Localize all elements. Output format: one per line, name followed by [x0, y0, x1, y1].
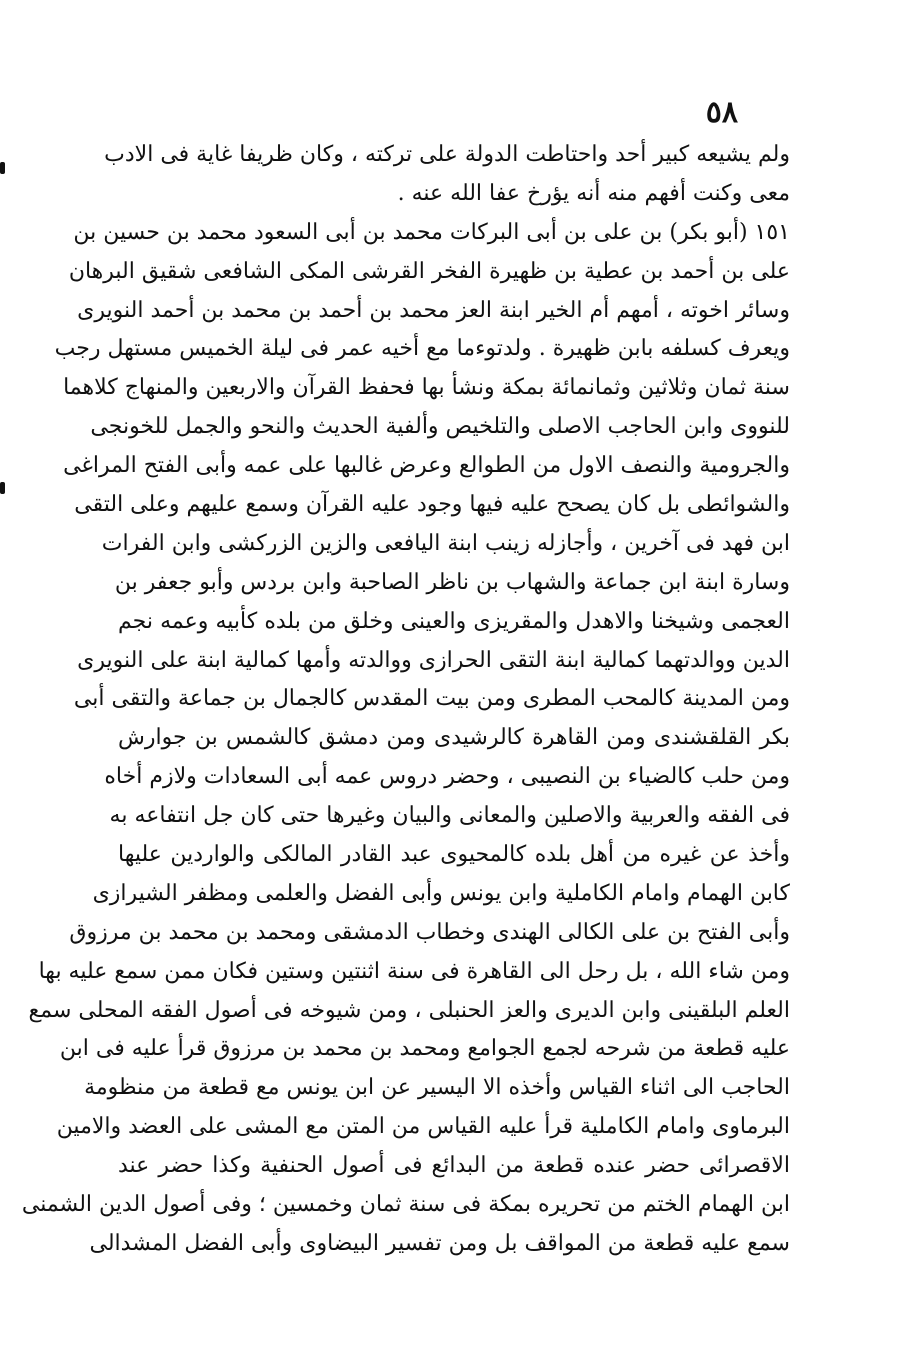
text-line: ابن الهمام الختم من تحريره بمكة فى سنة ثمان وخمسين ؛ وفى أصول الدين الشمنى [21, 1192, 790, 1218]
page-number: ٥٨ [705, 95, 738, 130]
text-line: سمع عليه قطعة من المواقف بل ومن تفسير البيضاوى وأبى الفضل المشدالى [89, 1230, 790, 1256]
text-line: وسارة ابنة ابن جماعة والشهاب بن ناظر الصاحبة وابن بردس وأبو جعفر بن [114, 569, 790, 595]
body-text [21, 136, 790, 1264]
text-line: ابن فهد فى آخرين ، وأجازله زينب ابنة اليافعى والزين الزركشى وابن الفرات [101, 530, 790, 556]
margin-mark-middle [0, 482, 5, 494]
text-line: معى وكنت أفهم منه أنه يؤرخ عفا الله عنه . [397, 180, 790, 206]
text-line: الاقصرائى حضر عنده قطعة من البدائع فى أصول الحنفية وكذا حضر عند [118, 1153, 790, 1179]
text-line: وأخذ عن غيره من أهل بلده كالمحيوى عبد القادر المالكى والواردين عليها [118, 842, 790, 868]
text-line: ومن شاء الله ، بل رحل الى القاهرة فى سنة اثنتين وستين فكان ممن سمع عليه بها [38, 958, 790, 984]
text-line: وأبى الفتح بن على الكالى الهندى وخطاب الدمشقى ومحمد بن محمد بن مرزوق [69, 919, 790, 945]
text-line: ١٥١ (أبو بكر) بن على بن أبى البركات محمد بن أبى السعود محمد بن حسين بن [73, 219, 790, 245]
text-line: فى الفقه والعربية والاصلين والمعانى والبيان وغيرها حتى كان جل انتفاعه به [109, 803, 790, 829]
text-line: بكر القلقشندى ومن القاهرة كالرشيدى ومن دمشق كالشمس بن جوارش [118, 725, 790, 751]
text-line: الدين ووالدتهما كمالية ابنة التقى الحرازى ووالدته وأمها كمالية ابنة على النويرى [77, 647, 790, 673]
text-line: وسائر اخوته ، أمهم أم الخير ابنة العز محمد بن أحمد بن محمد بن أحمد النويرى [77, 297, 790, 323]
text-line: سنة ثمان وثلاثين وثمانمائة بمكة ونشأ بها فحفظ القرآن والاربعين والمنهاج كلاهما [63, 375, 790, 401]
text-line: ومن المدينة كالمحب المطرى ومن بيت المقدس كالجمال بن جماعة والتقى أبى [73, 686, 790, 712]
text-line: الحاجب الى اثناء القياس وأخذه الا اليسير عن ابن يونس مع قطعة من منظومة [84, 1075, 790, 1101]
text-line: البرماوى وامام الكاملية قرأ عليه القياس من المتن مع المشى على العضد والامين [56, 1114, 790, 1140]
text-line: على بن أحمد بن عطية بن ظهيرة الفخر القرشى المكى الشافعى شقيق البرهان [68, 258, 790, 284]
text-line: ولم يشيعه كبير أحد واحتاطت الدولة على تركته ، وكان ظريفا غاية فى الادب [104, 142, 790, 167]
text-line: كابن الهمام وامام الكاملية وابن يونس وأبى الفضل والعلمى ومظفر الشيرازى [92, 880, 790, 906]
text-line: والجرومية والنصف الاول من الطوالع وعرض غالبها على عمه وأبى الفتح المراغى [63, 453, 790, 479]
text-line: للنووى وابن الحاجب الاصلى والتلخيص وألفية الحديث والنحو والجمل للخونجى [90, 414, 790, 440]
text-line: العلم البلقينى وابن الديرى والعز الحنبلى ، ومن شيوخه فى أصول الفقه المحلى سمع [28, 997, 790, 1023]
text-line: والشوائطى بل كان يصحح عليه فيها وجود عليه القرآن وسمع عليهم وعلى التقى [74, 492, 790, 518]
text-line: عليه قطعة من شرحه لجمع الجوامع ومحمد بن محمد بن مرزوق قرأ عليه فى ابن [59, 1036, 790, 1062]
text-line: ومن حلب كالضياء بن النصيبى ، وحضر دروس عمه أبى السعادات ولازم أخاه [104, 764, 790, 790]
text-line: العجمى وشيخنا والاهدل والمقريزى والعينى وخلق من بلده كأبيه وعمه نجم [118, 608, 790, 634]
text-line: ويعرف كسلفه بابن ظهيرة . ولدتوءما مع أخيه عمر فى ليلة الخميس مستهل رجب [54, 336, 790, 362]
margin-mark-top [0, 162, 5, 174]
